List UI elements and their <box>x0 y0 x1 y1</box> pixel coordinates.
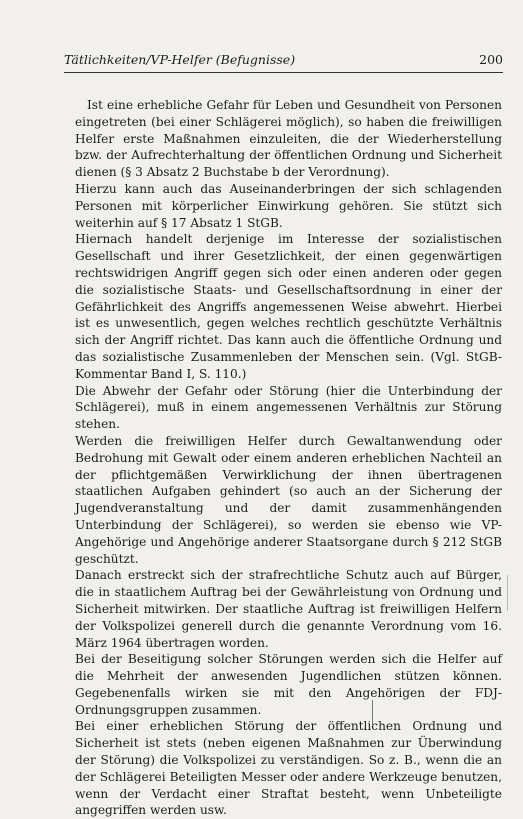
paragraph: Hierzu kann auch das Auseinanderbringen der sich schlagenden Personen mit körperlicher Einwirkung gehören. Sie stützt sich weiterhin auf § 17 Absatz 1 StGB. <box>75 181 502 230</box>
header-rule <box>64 72 503 73</box>
paragraph: Danach erstreckt sich der strafrechtliche Schutz auch auf Bürger, die in staatlichem Auftrag bei der Gewährleistung von Ordnung und Sicherheit mitwirken. Der staatliche Auftrag ist freiwilligen Helfern der Volkspolizei generell durch die genannte Verordnung vom 16. März 1964 übertragen worden. <box>75 568 502 650</box>
paragraph: Werden die freiwilligen Helfer durch Gewaltanwendung oder Bedrohung mit Gewalt oder einem anderen erheblichen Nachteil an der pflichtgemäßen Verwirklichung der ihnen übertragenen staatlichen Aufgaben gehindert (so auch an der Sicherung der Jugendveranstaltung und der damit zusammenhängenden Unterbindung der Schlägerei), so werden sie ebenso wie VP-Angehörige und Angehörige anderer Staatsorgane durch § 212 StGB geschützt. <box>75 433 502 566</box>
paragraph: Bei der Beseitigung solcher Störungen werden sich die Helfer auf die Mehrheit der anwesenden Jugendlichen stützen können. Gegebenenfalls wirken sie mit den Angehörigen der FDJ-Ordnungsgruppen zusammen. <box>75 652 502 717</box>
pencil-mark <box>507 575 508 611</box>
pencil-mark <box>372 700 373 726</box>
paragraph: Die Abwehr der Gefahr oder Störung (hier die Unterbindung der Schlägerei), muß in einem angemessenen Verhältnis zur Störung stehen. <box>75 383 502 432</box>
body-text <box>75 97 502 819</box>
paragraph: Bei einer erheblichen Störung der öffentlichen Ordnung und Sicherheit ist stets (neben eigenen Maßnahmen zur Überwindung der Störung) die Volkspolizei zu verständigen. So z. B., wenn die an der Schlägerei Beteiligten Messer oder andere Werkzeuge benutzen, wenn der Verdacht einer Straftat besteht, wenn Unbeteiligte angegriffen werden usw. <box>75 719 502 818</box>
running-header-title: Tätlichkeiten/VP-Helfer (Befugnisse) <box>64 52 296 67</box>
paragraph: Hiernach handelt derjenige im Interesse der sozialistischen Gesellschaft und ihrer Gesetzlichkeit, der einen gegenwärtigen rechtswidrigen Angriff gegen sich oder einen anderen oder gegen die sozialistische Staats- und Gesellschaftsordnung in einer der Gefährlichkeit des Angriffs angemessenen Weise abwehrt. Hierbei ist es unwesentlich, gegen welches rechtlich geschützte Verhältnis sich der Angriff richtet. Das kann auch die öffentliche Ordnung und das sozialistische Zusammenleben der Menschen sein. (Vgl. StGB-Kommentar Band I, S. 110.) <box>75 232 502 381</box>
page-number: 200 <box>479 52 503 67</box>
paragraph: Ist eine erhebliche Gefahr für Leben und Gesundheit von Personen eingetreten (bei einer Schlägerei möglich), so haben die freiwilligen Helfer erste Maßnahmen einzuleiten, die der Wiederherstellung bzw. der Aufrechterhaltung der öffentlichen Ordnung und Sicherheit dienen (§ 3 Absatz 2 Buchstabe b der Verordnung). <box>75 98 502 180</box>
running-header <box>64 52 503 67</box>
